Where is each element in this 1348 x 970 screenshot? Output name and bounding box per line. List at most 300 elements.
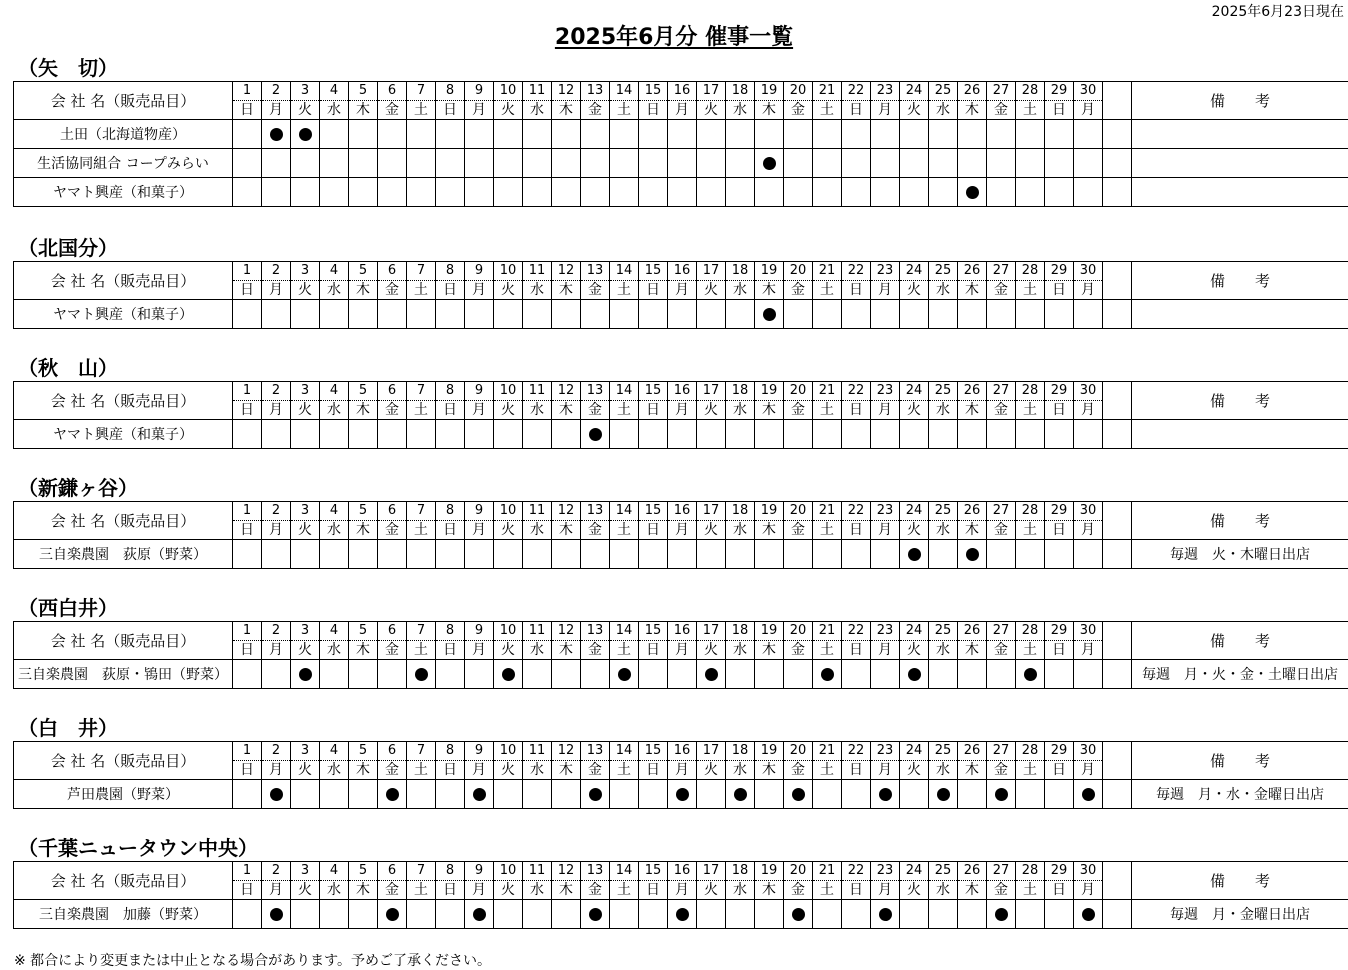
day-cell bbox=[552, 149, 581, 178]
day-cell bbox=[233, 120, 262, 149]
day-number: 22 bbox=[842, 502, 871, 521]
day-number: 6 bbox=[378, 742, 407, 761]
weekday-label: 火 bbox=[900, 281, 929, 300]
day-number: 23 bbox=[871, 262, 900, 281]
weekday-label: 水 bbox=[523, 101, 552, 120]
day-number: 3 bbox=[291, 862, 320, 881]
day-cell bbox=[726, 178, 755, 207]
table-row bbox=[14, 120, 1348, 149]
weekday-label: 火 bbox=[494, 641, 523, 660]
day-number: 23 bbox=[871, 862, 900, 881]
weekday-label: 水 bbox=[929, 521, 958, 540]
weekday-label: 土 bbox=[610, 401, 639, 420]
day-number: 3 bbox=[291, 82, 320, 101]
day-cell bbox=[1074, 420, 1103, 449]
day-number: 18 bbox=[726, 502, 755, 521]
day-cell bbox=[494, 149, 523, 178]
day-cell bbox=[784, 900, 813, 929]
day-number: 26 bbox=[958, 862, 987, 881]
day-number: 29 bbox=[1045, 742, 1074, 761]
weekday-label: 水 bbox=[320, 761, 349, 780]
day-cell bbox=[436, 420, 465, 449]
weekday-label: 日 bbox=[639, 101, 668, 120]
day-cell bbox=[639, 149, 668, 178]
event-dot-icon bbox=[473, 908, 486, 921]
day-cell bbox=[523, 660, 552, 689]
weekday-label: 日 bbox=[842, 641, 871, 660]
day-cell bbox=[958, 780, 987, 809]
day-number: 8 bbox=[436, 82, 465, 101]
day-cell bbox=[523, 780, 552, 809]
day-cell bbox=[262, 780, 291, 809]
event-dot-icon bbox=[966, 186, 979, 199]
weekday-label: 月 bbox=[668, 101, 697, 120]
weekday-label: 土 bbox=[813, 761, 842, 780]
weekday-label: 月 bbox=[668, 521, 697, 540]
day-number: 29 bbox=[1045, 382, 1074, 401]
calendar-table-kitakokubun bbox=[13, 261, 1348, 329]
day-number: 14 bbox=[610, 82, 639, 101]
day-cell bbox=[378, 540, 407, 569]
section-title-nishishiroi: （西白井） bbox=[18, 596, 118, 620]
day-cell bbox=[958, 420, 987, 449]
day-cell bbox=[784, 420, 813, 449]
day-number: 24 bbox=[900, 82, 929, 101]
day-cell bbox=[958, 660, 987, 689]
weekday-label: 日 bbox=[233, 761, 262, 780]
day-cell bbox=[581, 900, 610, 929]
day-cell bbox=[697, 120, 726, 149]
day-number: 4 bbox=[320, 742, 349, 761]
event-dot-icon bbox=[705, 668, 718, 681]
day-number: 6 bbox=[378, 82, 407, 101]
weekday-label: 日 bbox=[436, 881, 465, 900]
weekday-label: 日 bbox=[1045, 881, 1074, 900]
day-cell bbox=[436, 780, 465, 809]
day-number: 26 bbox=[958, 622, 987, 641]
day-cell bbox=[262, 178, 291, 207]
day-cell bbox=[842, 900, 871, 929]
day-cell bbox=[320, 120, 349, 149]
weekday-label: 水 bbox=[320, 401, 349, 420]
weekday-label: 日 bbox=[842, 761, 871, 780]
day-cell bbox=[378, 120, 407, 149]
event-dot-icon bbox=[502, 668, 515, 681]
weekday-label: 水 bbox=[726, 761, 755, 780]
day-number: 17 bbox=[697, 862, 726, 881]
day-number: 26 bbox=[958, 502, 987, 521]
weekday-label: 日 bbox=[436, 641, 465, 660]
day-number: 7 bbox=[407, 382, 436, 401]
day-cell bbox=[929, 660, 958, 689]
day-cell bbox=[668, 780, 697, 809]
day-cell bbox=[610, 540, 639, 569]
day-cell bbox=[871, 178, 900, 207]
day-number: 19 bbox=[755, 82, 784, 101]
weekday-label: 金 bbox=[784, 641, 813, 660]
day-cell bbox=[697, 900, 726, 929]
day-cell bbox=[407, 178, 436, 207]
day-cell bbox=[842, 780, 871, 809]
weekday-label: 火 bbox=[697, 641, 726, 660]
weekday-label: 水 bbox=[929, 761, 958, 780]
day-number: 23 bbox=[871, 382, 900, 401]
footer-note: ※ 都合により変更または中止となる場合があります。予めご了承ください。 bbox=[14, 953, 492, 969]
day-cell bbox=[320, 660, 349, 689]
day-cell bbox=[668, 178, 697, 207]
weekday-label: 水 bbox=[523, 521, 552, 540]
day-cell bbox=[291, 420, 320, 449]
weekday-label: 火 bbox=[291, 761, 320, 780]
day-cell bbox=[349, 149, 378, 178]
note-cell bbox=[1132, 300, 1348, 329]
day-number: 10 bbox=[494, 82, 523, 101]
section-title-akiyama: （秋 山） bbox=[18, 356, 118, 380]
day-number: 28 bbox=[1016, 262, 1045, 281]
day-cell bbox=[407, 149, 436, 178]
weekday-label: 金 bbox=[378, 401, 407, 420]
day-number: 25 bbox=[929, 382, 958, 401]
day-cell bbox=[1045, 420, 1074, 449]
day-cell bbox=[262, 540, 291, 569]
day-number: 18 bbox=[726, 862, 755, 881]
day-number: 21 bbox=[813, 622, 842, 641]
event-dot-icon bbox=[879, 788, 892, 801]
weekday-label: 水 bbox=[726, 881, 755, 900]
weekday-label: 土 bbox=[813, 521, 842, 540]
day-number: 19 bbox=[755, 862, 784, 881]
day-cell bbox=[755, 420, 784, 449]
day-cell bbox=[494, 540, 523, 569]
weekday-label: 土 bbox=[1016, 641, 1045, 660]
day-cell bbox=[900, 540, 929, 569]
weekday-label: 月 bbox=[1074, 881, 1103, 900]
day-cell bbox=[581, 178, 610, 207]
weekday-label: 火 bbox=[494, 521, 523, 540]
day-number: 18 bbox=[726, 82, 755, 101]
weekday-label: 火 bbox=[697, 881, 726, 900]
weekday-label: 金 bbox=[987, 641, 1016, 660]
day-cell bbox=[552, 178, 581, 207]
day-cell bbox=[813, 660, 842, 689]
weekday-label: 日 bbox=[639, 641, 668, 660]
calendar-table-akiyama bbox=[13, 381, 1348, 449]
section-title-kitakokubun: （北国分） bbox=[18, 236, 118, 260]
note-cell bbox=[1132, 149, 1348, 178]
day-cell bbox=[668, 120, 697, 149]
day-number: 25 bbox=[929, 82, 958, 101]
day-cell bbox=[871, 780, 900, 809]
day-cell bbox=[552, 660, 581, 689]
day-number: 7 bbox=[407, 262, 436, 281]
weekday-label: 土 bbox=[610, 521, 639, 540]
day-number: 16 bbox=[668, 742, 697, 761]
weekday-label: 水 bbox=[726, 521, 755, 540]
weekday-label: 月 bbox=[871, 281, 900, 300]
company-header: 会 社 名（販売品目） bbox=[14, 862, 233, 900]
day-cell bbox=[436, 660, 465, 689]
note-header: 備 考 bbox=[1132, 862, 1348, 900]
weekday-label: 水 bbox=[320, 641, 349, 660]
calendar-table-nishishiroi bbox=[13, 621, 1348, 689]
day-number: 18 bbox=[726, 382, 755, 401]
day-cell bbox=[987, 420, 1016, 449]
day-cell bbox=[726, 540, 755, 569]
day-number: 5 bbox=[349, 862, 378, 881]
weekday-label: 金 bbox=[987, 521, 1016, 540]
day-cell bbox=[726, 660, 755, 689]
day-cell bbox=[233, 540, 262, 569]
day-cell bbox=[958, 149, 987, 178]
day-number: 3 bbox=[291, 382, 320, 401]
weekday-label: 火 bbox=[494, 401, 523, 420]
note-header: 備 考 bbox=[1132, 82, 1348, 120]
weekday-label: 月 bbox=[871, 101, 900, 120]
weekday-label: 火 bbox=[697, 101, 726, 120]
weekday-label: 木 bbox=[755, 761, 784, 780]
day-cell bbox=[581, 120, 610, 149]
day-cell bbox=[755, 178, 784, 207]
day-cell bbox=[262, 900, 291, 929]
weekday-label: 月 bbox=[668, 281, 697, 300]
day-number: 6 bbox=[378, 622, 407, 641]
weekday-label: 金 bbox=[581, 281, 610, 300]
weekday-label: 水 bbox=[726, 101, 755, 120]
day-cell bbox=[697, 149, 726, 178]
day-cell bbox=[233, 178, 262, 207]
weekday-label: 土 bbox=[1016, 881, 1045, 900]
day-number: 10 bbox=[494, 742, 523, 761]
calendar-table-shinkamagaya bbox=[13, 501, 1348, 569]
weekday-label: 土 bbox=[407, 101, 436, 120]
company-name: 芦田農園（野菜） bbox=[14, 780, 233, 809]
day-cell bbox=[639, 300, 668, 329]
day-number: 6 bbox=[378, 262, 407, 281]
weekday-label: 月 bbox=[871, 881, 900, 900]
weekday-label: 日 bbox=[842, 401, 871, 420]
day-number: 28 bbox=[1016, 742, 1045, 761]
weekday-label: 土 bbox=[407, 521, 436, 540]
day-number: 1 bbox=[233, 622, 262, 641]
day-cell bbox=[842, 300, 871, 329]
weekday-label: 日 bbox=[436, 401, 465, 420]
weekday-label: 木 bbox=[349, 401, 378, 420]
day-number: 23 bbox=[871, 82, 900, 101]
note-cell: 毎週 月・金曜日出店 bbox=[1132, 900, 1348, 929]
day-cell bbox=[552, 420, 581, 449]
day-cell bbox=[987, 660, 1016, 689]
event-dot-icon bbox=[908, 668, 921, 681]
day-cell bbox=[407, 780, 436, 809]
event-dot-icon bbox=[995, 908, 1008, 921]
day-cell bbox=[436, 300, 465, 329]
weekday-label: 木 bbox=[552, 281, 581, 300]
day-number: 1 bbox=[233, 742, 262, 761]
header-row bbox=[14, 622, 1348, 641]
weekday-label: 金 bbox=[378, 761, 407, 780]
weekday-label: 火 bbox=[697, 281, 726, 300]
weekday-label: 日 bbox=[639, 761, 668, 780]
day-number: 9 bbox=[465, 862, 494, 881]
day-cell bbox=[494, 300, 523, 329]
calendar-table-shiroi bbox=[13, 741, 1348, 809]
weekday-label: 木 bbox=[755, 641, 784, 660]
day-number: 24 bbox=[900, 502, 929, 521]
day-number: 21 bbox=[813, 862, 842, 881]
weekday-label: 火 bbox=[494, 761, 523, 780]
day-cell bbox=[1045, 178, 1074, 207]
event-dot-icon bbox=[299, 128, 312, 141]
day-number: 23 bbox=[871, 502, 900, 521]
event-dot-icon bbox=[908, 548, 921, 561]
day-cell bbox=[900, 120, 929, 149]
spacer-cell bbox=[1103, 262, 1132, 300]
day-cell bbox=[1016, 660, 1045, 689]
event-dot-icon bbox=[821, 668, 834, 681]
day-number: 12 bbox=[552, 382, 581, 401]
day-cell bbox=[349, 900, 378, 929]
day-cell bbox=[1074, 149, 1103, 178]
day-number: 11 bbox=[523, 622, 552, 641]
weekday-label: 金 bbox=[378, 521, 407, 540]
event-dot-icon bbox=[386, 788, 399, 801]
weekday-label: 土 bbox=[1016, 521, 1045, 540]
day-number: 20 bbox=[784, 82, 813, 101]
event-dot-icon bbox=[966, 548, 979, 561]
day-number: 28 bbox=[1016, 862, 1045, 881]
day-cell bbox=[494, 900, 523, 929]
day-number: 19 bbox=[755, 502, 784, 521]
weekday-label: 月 bbox=[668, 761, 697, 780]
day-number: 4 bbox=[320, 382, 349, 401]
day-number: 13 bbox=[581, 742, 610, 761]
day-number: 17 bbox=[697, 382, 726, 401]
weekday-label: 日 bbox=[842, 101, 871, 120]
spacer-cell bbox=[1103, 622, 1132, 660]
weekday-label: 木 bbox=[958, 521, 987, 540]
weekday-label: 木 bbox=[349, 101, 378, 120]
day-number: 27 bbox=[987, 82, 1016, 101]
day-cell bbox=[1045, 120, 1074, 149]
day-number: 23 bbox=[871, 622, 900, 641]
day-cell bbox=[610, 660, 639, 689]
weekday-label: 木 bbox=[552, 521, 581, 540]
day-cell bbox=[494, 780, 523, 809]
weekday-label: 日 bbox=[436, 521, 465, 540]
weekday-label: 木 bbox=[958, 401, 987, 420]
day-cell bbox=[523, 149, 552, 178]
day-number: 11 bbox=[523, 82, 552, 101]
weekday-label: 水 bbox=[929, 281, 958, 300]
spacer-cell bbox=[1103, 82, 1132, 120]
note-cell: 毎週 月・水・金曜日出店 bbox=[1132, 780, 1348, 809]
day-cell bbox=[378, 300, 407, 329]
day-cell bbox=[349, 120, 378, 149]
day-cell bbox=[349, 540, 378, 569]
day-cell bbox=[639, 900, 668, 929]
day-number: 12 bbox=[552, 622, 581, 641]
note-cell bbox=[1132, 178, 1348, 207]
event-dot-icon bbox=[270, 908, 283, 921]
event-dot-icon bbox=[618, 668, 631, 681]
spacer-cell bbox=[1103, 178, 1132, 207]
day-cell bbox=[494, 120, 523, 149]
weekday-label: 水 bbox=[523, 281, 552, 300]
header-row bbox=[14, 862, 1348, 881]
weekday-label: 月 bbox=[465, 401, 494, 420]
weekday-label: 日 bbox=[233, 401, 262, 420]
header-row bbox=[14, 742, 1348, 761]
day-cell bbox=[958, 178, 987, 207]
event-dot-icon bbox=[734, 788, 747, 801]
event-dot-icon bbox=[589, 428, 602, 441]
weekday-label: 月 bbox=[871, 641, 900, 660]
weekday-label: 土 bbox=[813, 881, 842, 900]
event-dot-icon bbox=[589, 908, 602, 921]
day-cell bbox=[233, 420, 262, 449]
day-cell bbox=[436, 120, 465, 149]
day-number: 14 bbox=[610, 262, 639, 281]
day-cell bbox=[378, 178, 407, 207]
weekday-label: 月 bbox=[262, 101, 291, 120]
company-name: ヤマト興産（和菓子） bbox=[14, 420, 233, 449]
day-cell bbox=[262, 420, 291, 449]
day-number: 6 bbox=[378, 382, 407, 401]
day-cell bbox=[813, 900, 842, 929]
weekday-label: 月 bbox=[465, 641, 494, 660]
day-cell bbox=[871, 120, 900, 149]
day-cell bbox=[639, 780, 668, 809]
day-number: 14 bbox=[610, 622, 639, 641]
weekday-label: 金 bbox=[581, 761, 610, 780]
day-number: 15 bbox=[639, 382, 668, 401]
day-cell bbox=[378, 660, 407, 689]
weekday-label: 水 bbox=[523, 761, 552, 780]
weekday-label: 木 bbox=[958, 101, 987, 120]
day-number: 9 bbox=[465, 382, 494, 401]
weekday-label: 土 bbox=[813, 101, 842, 120]
day-cell bbox=[784, 780, 813, 809]
weekday-label: 月 bbox=[465, 881, 494, 900]
day-cell bbox=[436, 540, 465, 569]
weekday-label: 木 bbox=[349, 521, 378, 540]
day-cell bbox=[1074, 178, 1103, 207]
table-row bbox=[14, 149, 1348, 178]
weekday-label: 土 bbox=[1016, 101, 1045, 120]
day-cell bbox=[378, 149, 407, 178]
weekday-label: 金 bbox=[987, 101, 1016, 120]
day-cell bbox=[842, 420, 871, 449]
day-number: 30 bbox=[1074, 622, 1103, 641]
weekday-label: 土 bbox=[610, 881, 639, 900]
day-cell bbox=[755, 149, 784, 178]
day-number: 21 bbox=[813, 502, 842, 521]
day-number: 10 bbox=[494, 502, 523, 521]
day-cell bbox=[958, 300, 987, 329]
weekday-label: 水 bbox=[929, 101, 958, 120]
event-dot-icon bbox=[473, 788, 486, 801]
day-number: 24 bbox=[900, 262, 929, 281]
weekday-label: 水 bbox=[726, 281, 755, 300]
day-cell bbox=[726, 149, 755, 178]
weekday-label: 日 bbox=[842, 521, 871, 540]
day-cell bbox=[668, 900, 697, 929]
day-cell bbox=[871, 900, 900, 929]
event-dot-icon bbox=[270, 128, 283, 141]
day-cell bbox=[697, 540, 726, 569]
day-number: 24 bbox=[900, 742, 929, 761]
day-cell bbox=[726, 120, 755, 149]
